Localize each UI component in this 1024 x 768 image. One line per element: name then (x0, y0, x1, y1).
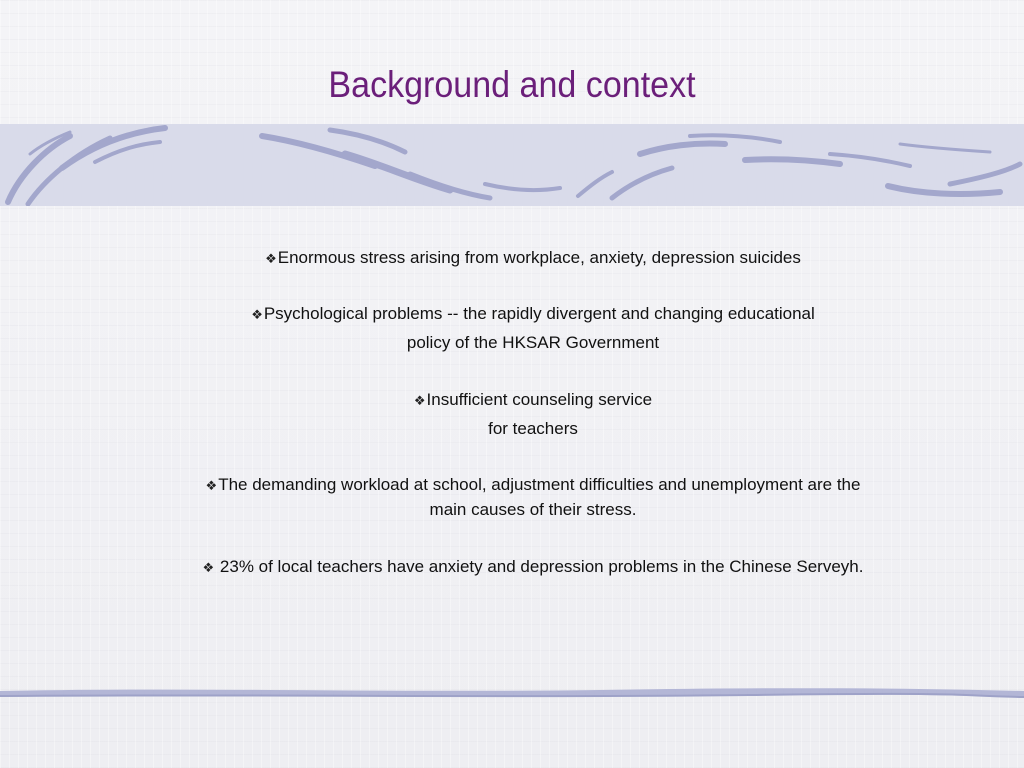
diamond-bullet-icon: ❖ (413, 393, 426, 408)
bullet-text: The demanding workload at school, adjustment difficulties and unemployment are the (218, 475, 861, 494)
bullet-line (100, 300, 966, 329)
bullet-line: for teachers (488, 419, 578, 438)
bullet-item-4 (100, 473, 966, 522)
decorative-band (0, 124, 1024, 206)
bullet-text: 23% of local teachers have anxiety and depression problems in the Chinese Serveyh. (215, 557, 864, 576)
bullet-line: policy of the HKSAR Government (406, 333, 660, 352)
bullet-item-5 (100, 553, 966, 582)
bullet-line: main causes of their stress. (429, 500, 637, 519)
footer-brush-line (0, 684, 1024, 704)
bullet-item-3 (100, 386, 966, 443)
bullet-line (100, 386, 966, 415)
diamond-bullet-icon: ❖ (205, 478, 218, 493)
bullet-item-1 (100, 244, 966, 273)
brush-strokes-decoration (0, 124, 1024, 206)
diamond-bullet-icon: ❖ (251, 307, 263, 322)
bullet-line (100, 473, 966, 498)
bullet-text: Insufficient counseling service (426, 390, 653, 409)
bullet-text: Psychological problems -- the rapidly divergent and changing educational (263, 304, 815, 323)
bullet-text: Enormous stress arising from workplace, anxiety, depression suicides (277, 248, 801, 267)
bullet-line (100, 553, 966, 582)
bullet-line (100, 244, 966, 273)
diamond-bullet-icon: ❖ (265, 251, 277, 266)
bullet-item-2 (100, 300, 966, 357)
diamond-bullet-icon: ❖ (202, 560, 215, 575)
slide-title: Background and context (328, 64, 696, 105)
